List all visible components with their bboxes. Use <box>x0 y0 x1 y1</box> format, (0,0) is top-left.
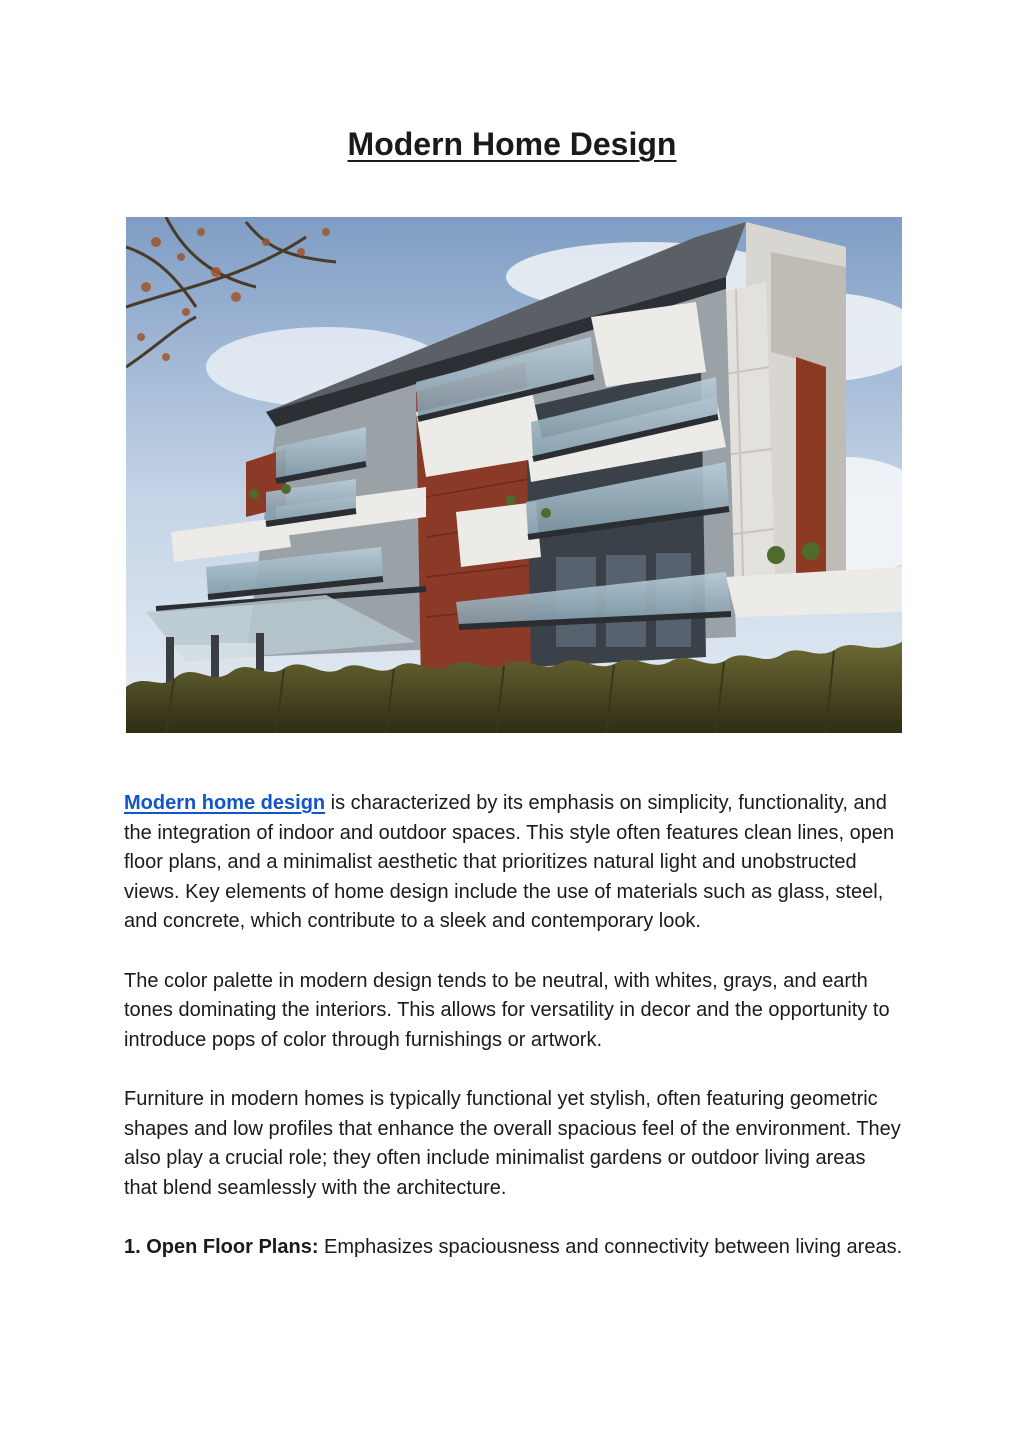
paragraph-intro <box>124 789 904 937</box>
paragraph-intro-text: is characterized by its emphasis on simplicity, functionality, and the integration of indoor and outdoor spaces. This style often features clean lines, open floor plans, and a minimalist aesthetic that prioritizes natural light and unobstructed views. Key elements of home design include the use of materials such as glass, steel, and concrete, which contribute to a sleek and contemporary look. <box>124 792 895 933</box>
list-item-lead: 1. Open Floor Plans: <box>124 1235 319 1258</box>
list-item-open-floor-plans <box>124 1233 904 1263</box>
building-photo-icon <box>126 217 902 733</box>
hero-image <box>126 217 902 733</box>
modern-home-design-link[interactable]: Modern home design <box>124 792 326 814</box>
page-title: Modern Home Design <box>347 126 677 162</box>
article-body <box>124 789 904 1292</box>
list-item-text: Emphasizes spaciousness and connectivity between living areas. <box>318 1235 903 1258</box>
paragraph-furniture: Furniture in modern homes is typically functional yet stylish, often featuring geometric shapes and low profiles that enhance the overall spacious feel of the environment. They also play a crucial role; they often include minimalist gardens or outdoor living areas that blend seamlessly with the architecture. <box>124 1087 901 1199</box>
paragraph-color-palette: The color palette in modern design tends to be neutral, with whites, grays, and earth tones dominating the interiors. This allows for versatility in decor and the opportunity to introduce pops of color through furnishings or artwork. <box>124 969 890 1051</box>
